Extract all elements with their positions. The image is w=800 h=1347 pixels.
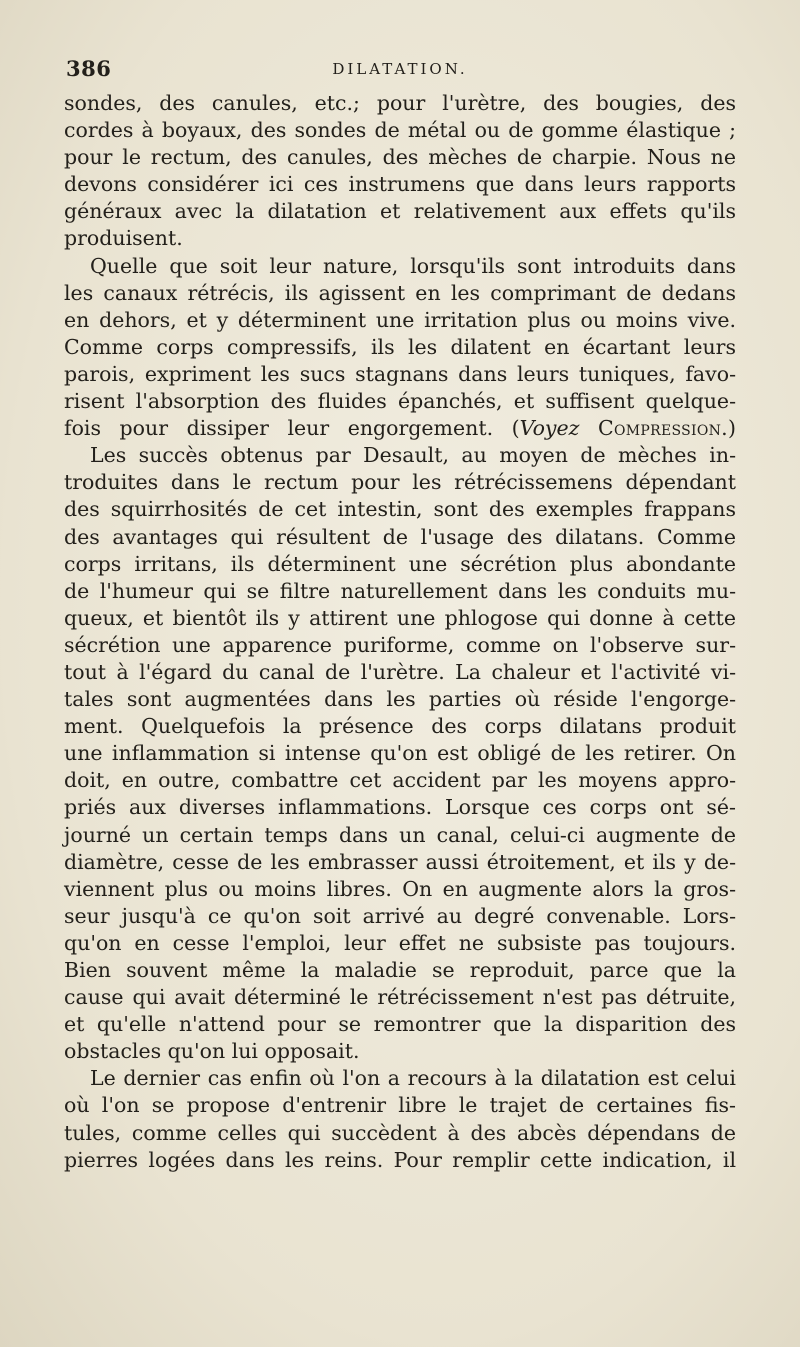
text-line: les canaux rétrécis, ils agissent en les comprimant de dedans [64, 280, 736, 305]
paragraph-instruments-continued [64, 90, 736, 253]
text-line: Le dernier cas enfin où l'on a recours à la dilatation est celui [90, 1066, 736, 1091]
text-line: cordes à boyaux, des sondes de métal ou de gomme élastique ; [64, 118, 736, 143]
see-label: Voyez [519, 416, 580, 441]
text-line: pour le rectum, des canules, des mèches de charpie. Nous ne [64, 145, 736, 170]
page-header [64, 56, 736, 86]
text-line: queux, et bientôt ils y attirent une phlogose qui donne à cette [64, 605, 736, 630]
text-line: de l'humeur qui se filtre naturellement dans les conduits mu- [64, 578, 736, 603]
text-line: généraux avec la dilatation et relativement aux effets qu'ils [64, 199, 736, 224]
text-line: troduites dans le rectum pour les rétrécissemens dépendant [64, 470, 736, 495]
text-line: diamètre, cesse de les embrasser aussi étroitement, et ils y de- [64, 849, 736, 874]
text-line: tules, comme celles qui succèdent à des abcès dépendans de [64, 1120, 736, 1145]
text-line: risent l'absorption des fluides épanchés, et suffisent quelque- [64, 389, 736, 414]
text-line-with-reference [64, 415, 736, 442]
text-line: seur jusqu'à ce qu'on soit arrivé au degré convenable. Lors- [64, 903, 736, 928]
text-line: et qu'elle n'attend pour se remontrer que la disparition des [64, 1012, 736, 1037]
text-line: tout à l'égard du canal de l'urètre. La chaleur et l'activité vi- [64, 659, 736, 684]
text-line: journé un certain temps dans un canal, celui-ci augmente de [64, 822, 736, 847]
running-title: DILATATION. [332, 60, 468, 78]
text-line: Quelle que soit leur nature, lorsqu'ils sont introduits dans [90, 253, 736, 278]
text-line: pierres logées dans les reins. Pour remplir cette indication, il [64, 1147, 736, 1172]
cross-reference-link: Compression. [597, 416, 728, 441]
paragraph-fistulas [64, 1065, 736, 1173]
text-segment: fois pour dissiper leur engorgement. ( [64, 416, 520, 441]
text-line: viennent plus ou moins libres. On en augmente alors la gros- [64, 876, 736, 901]
text-line: cause qui avait déterminé le rétrécissement n'est pas détruite, [64, 985, 736, 1010]
text-line: Comme corps compressifs, ils les dilatent en écartant leurs [64, 334, 736, 359]
text-line: où l'on se propose d'entrenir libre le trajet de certaines fis- [64, 1093, 736, 1118]
text-line: ment. Quelquefois la présence des corps dilatans produit [64, 714, 736, 739]
text-line: tales sont augmentées dans les parties où réside l'engorge- [64, 687, 736, 712]
text-line: devons considérer ici ces instrumens que dans leurs rapports [64, 172, 736, 197]
text-line: des squirrhosités de cet intestin, sont des exemples frappans [64, 497, 736, 522]
text-line: sécrétion une apparence puriforme, comme on l'observe sur- [64, 632, 736, 657]
text-line: produisent. [64, 226, 183, 251]
text-line: sondes, des canules, etc.; pour l'urètre, des bougies, des [64, 91, 736, 115]
text-line: en dehors, et y déterminent une irritation plus ou moins vive. [64, 307, 736, 332]
text-line: Bien souvent même la maladie se reproduit, parce que la [64, 958, 736, 982]
text-line: doit, en outre, combattre cet accident par les moyens appro- [64, 768, 736, 793]
text-line: des avantages qui résultent de l'usage des dilatans. Comme [64, 524, 736, 549]
text-line: Les succès obtenus par Desault, au moyen de mèches in- [90, 443, 736, 468]
paragraph-desault [64, 442, 736, 1065]
text-line: priés aux diverses inflammations. Lorsque ces corps ont sé- [64, 795, 736, 820]
page-number: 386 [66, 56, 112, 81]
paragraph-nature-of-dilators [64, 253, 736, 443]
text-line: corps irritans, ils déterminent une sécrétion plus abondante [64, 551, 736, 576]
text-line: obstacles qu'on lui opposait. [64, 1039, 360, 1064]
body-text [64, 90, 736, 1174]
text-line: une inflammation si intense qu'on est obligé de les retirer. On [64, 741, 736, 766]
reference-close: ) [727, 416, 736, 441]
text-line: qu'on en cesse l'emploi, leur effet ne subsiste pas toujours. [64, 930, 736, 955]
text-line: parois, expriment les sucs stagnans dans leurs tuniques, favo- [64, 361, 736, 386]
